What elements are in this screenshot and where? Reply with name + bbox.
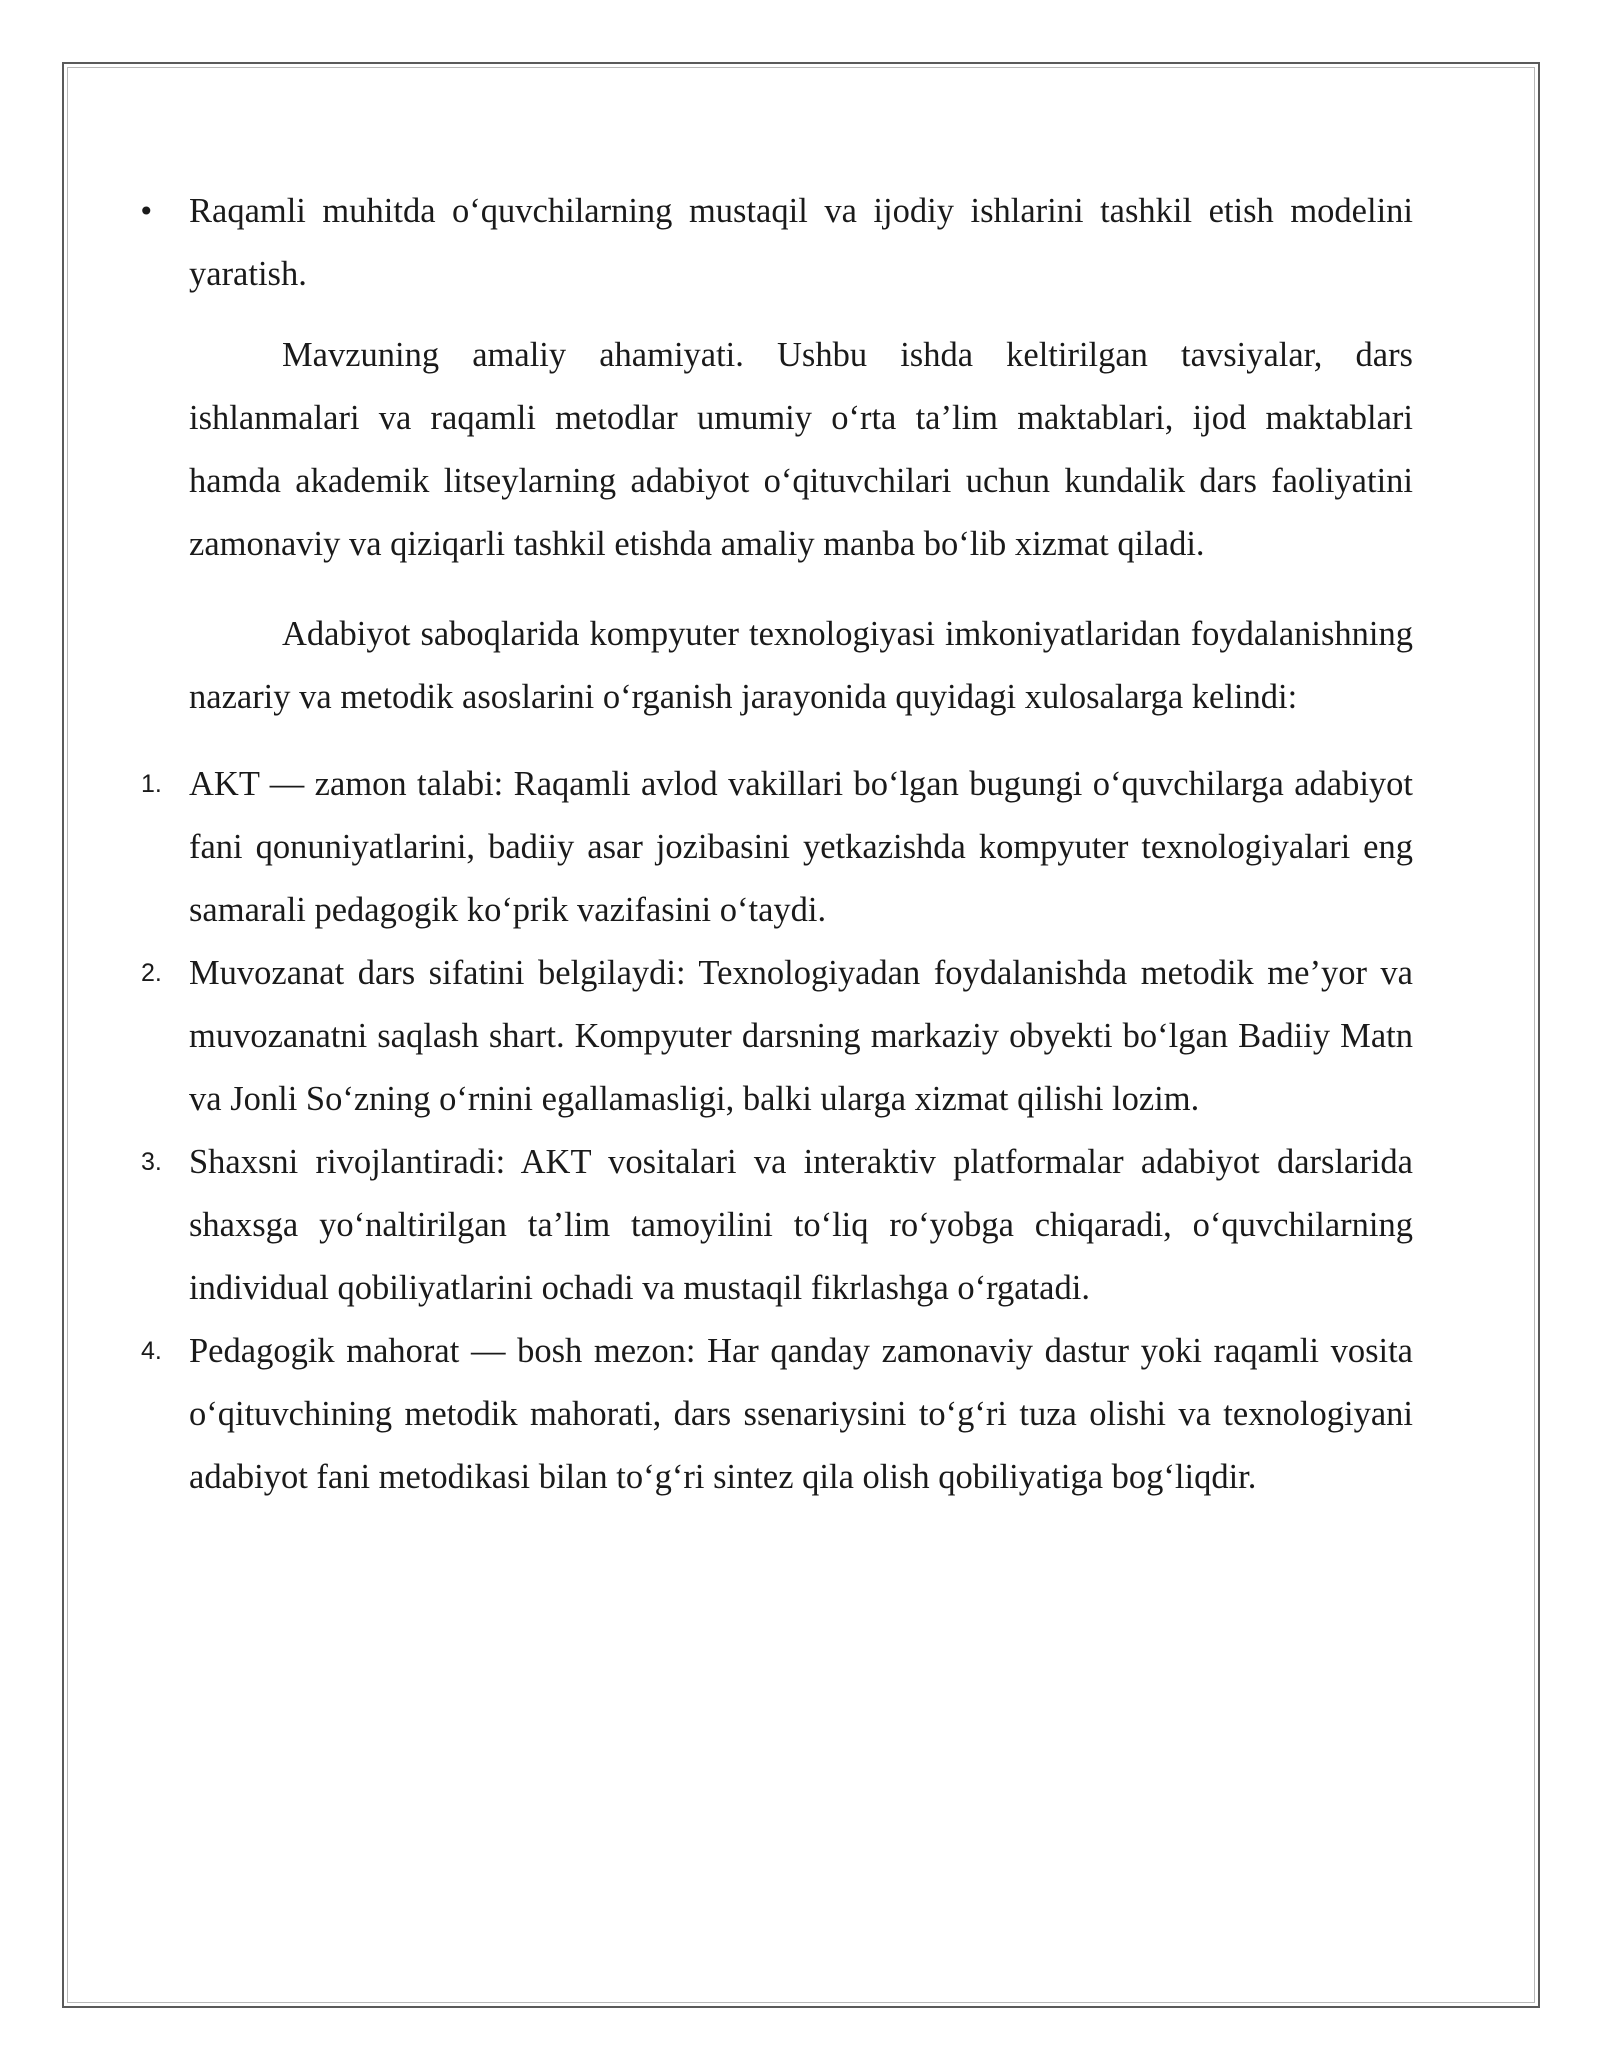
conclusion-item	[141, 1131, 1413, 1320]
conclusion-text: Pedagogik mahorat — bosh mezon: Har qanday zamonaviy dastur yoki raqamli vosita o‘qituvchining metodik mahorati, dars ssenariysini to‘g‘ri tuza olishi va texnologiyani adabiyot fani metodikasi bilan to‘g‘ri sintez qila olish qobiliyatiga bog‘liqdir.	[189, 1332, 1413, 1496]
list-number: 1.	[141, 770, 162, 798]
conclusion-text: Shaxsni rivojlantiradi: AKT vositalari va interaktiv platformalar adabiyot darslarida shaxsga yo‘naltirilgan ta’lim tamoyilini to‘liq ro‘yobga chiqaradi, o‘quvchilarning individual qobiliyatlarini ochadi va mustaqil fikrlashga o‘rgatadi.	[189, 1143, 1413, 1307]
document-body	[138, 180, 1413, 1509]
conclusion-text: Muvozanat dars sifatini belgilaydi: Texnologiyadan foydalanishda metodik me’yor va muvozanatni saqlash shart. Kompyuter darsning markaziy obyekti bo‘lgan Badiiy Matn va Jonli So‘zning o‘rnini egallamasligi, balki ularga xizmat qilishi lozim.	[189, 954, 1413, 1118]
bullet-dot-icon: •	[138, 195, 155, 228]
conclusion-text: AKT — zamon talabi: Raqamli avlod vakillari bo‘lgan bugungi o‘quvchilarga adabiyot fani qonuniyatlarini, badiiy asar jozibasini yetkazishda kompyuter texnologiyalari eng samarali pedagogik ko‘prik vazifasini o‘taydi.	[189, 765, 1413, 929]
conclusion-item	[141, 1320, 1413, 1509]
list-number: 4.	[141, 1337, 162, 1365]
list-number: 3.	[141, 1148, 162, 1176]
bullet-text: Raqamli muhitda o‘quvchilarning mustaqil va ijodiy ishlarini tashkil etish modelini yaratish.	[189, 192, 1413, 293]
practical-significance-paragraph: Mavzuning amaliy ahamiyati. Ushbu ishda keltirilgan tavsiyalar, dars ishlanmalari va raqamli metodlar umumiy o‘rta ta’lim maktablari, ijod maktablari hamda akademik litseylarning adabiyot o‘qituvchilari uchun kundalik dars faoliyatini zamonaviy va qiziqarli tashkil etishda amaliy manba bo‘lib xizmat qiladi.	[189, 336, 1413, 563]
list-number: 2.	[141, 959, 162, 987]
conclusions-list	[141, 753, 1413, 1509]
conclusion-item	[141, 942, 1413, 1131]
conclusions-intro-paragraph: Adabiyot saboqlarida kompyuter texnologiyasi imkoniyatlaridan foydalanishning nazariy va metodik asoslarini o‘rganish jarayonida quyidagi xulosalarga kelindi:	[189, 615, 1413, 716]
bullet-list-item	[138, 180, 1413, 306]
conclusion-item	[141, 753, 1413, 942]
